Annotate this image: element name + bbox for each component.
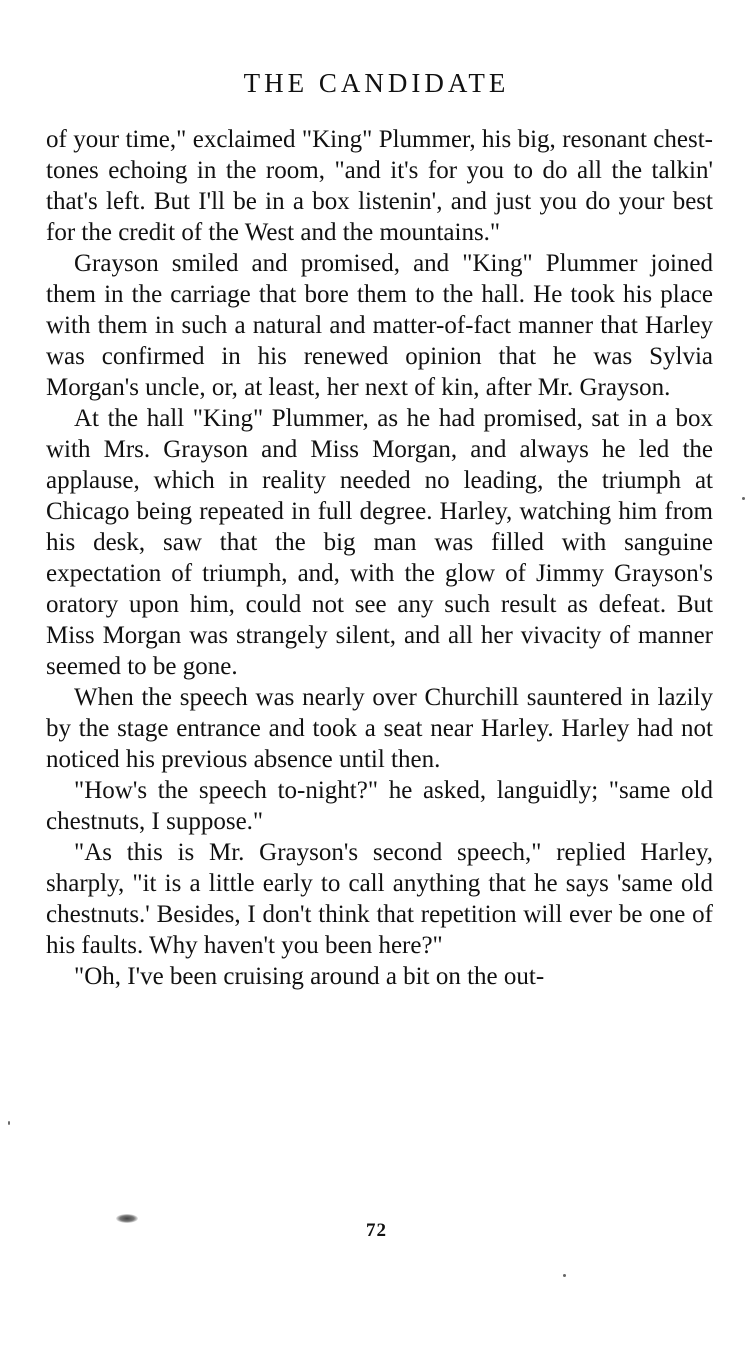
ink-speck (742, 497, 745, 500)
page-number: 72 (366, 1220, 387, 1241)
ink-speck (8, 1121, 10, 1125)
ink-speck (563, 1274, 566, 1277)
paragraph: "As this is Mr. Grayson's second speech," replied Harley, sharply, "it is a little early to call anything that he says 'same old chestnuts.' Besides, I don't think that repetition will ever be one of his faults. Why haven't you been here?" (46, 839, 713, 959)
paragraph: Grayson smiled and promised, and "King" Plummer joined them in the carriage that bore them to the hall. He took his place with them in such a natural and matter-of-fact manner that Harley was confirmed in his renewed opinion that he was Sylvia Morgan's uncle, or, at least, her next of kin, after Mr. Grayson. (46, 250, 713, 401)
paragraph: "How's the speech to-night?" he asked, languidly; "same old chestnuts, I suppose." (46, 777, 713, 835)
running-title: THE CANDIDATE (243, 68, 510, 98)
paragraph: At the hall "King" Plummer, as he had promised, sat in a box with Mrs. Grayson and Miss Morgan, and always he led the applause, which in reality needed no leading, the triumph at Chicago being repeated in full degree. Harley, watching him from his desk, saw that the big man was filled with sanguine expectation of triumph, and, with the glow of Jimmy Grayson's oratory upon him, could not see any such result as defeat. But Miss Morgan was strangely silent, and all her vivacity of manner seemed to be gone. (46, 405, 713, 680)
body-text (46, 124, 713, 992)
paragraph-continuation: of your time," exclaimed "King" Plummer, his big, resonant chest-tones echoing in the room, "and it's for you to do all the talkin' that's left. But I'll be in a box listenin', and just you do your best for the credit of the West and the mountains." (46, 126, 713, 246)
paragraph: When the speech was nearly over Churchill sauntered in lazily by the stage entrance and took a seat near Harley. Harley had not noticed his previous absence until then. (46, 684, 713, 773)
paragraph: "Oh, I've been cruising around a bit on the out- (74, 963, 545, 990)
